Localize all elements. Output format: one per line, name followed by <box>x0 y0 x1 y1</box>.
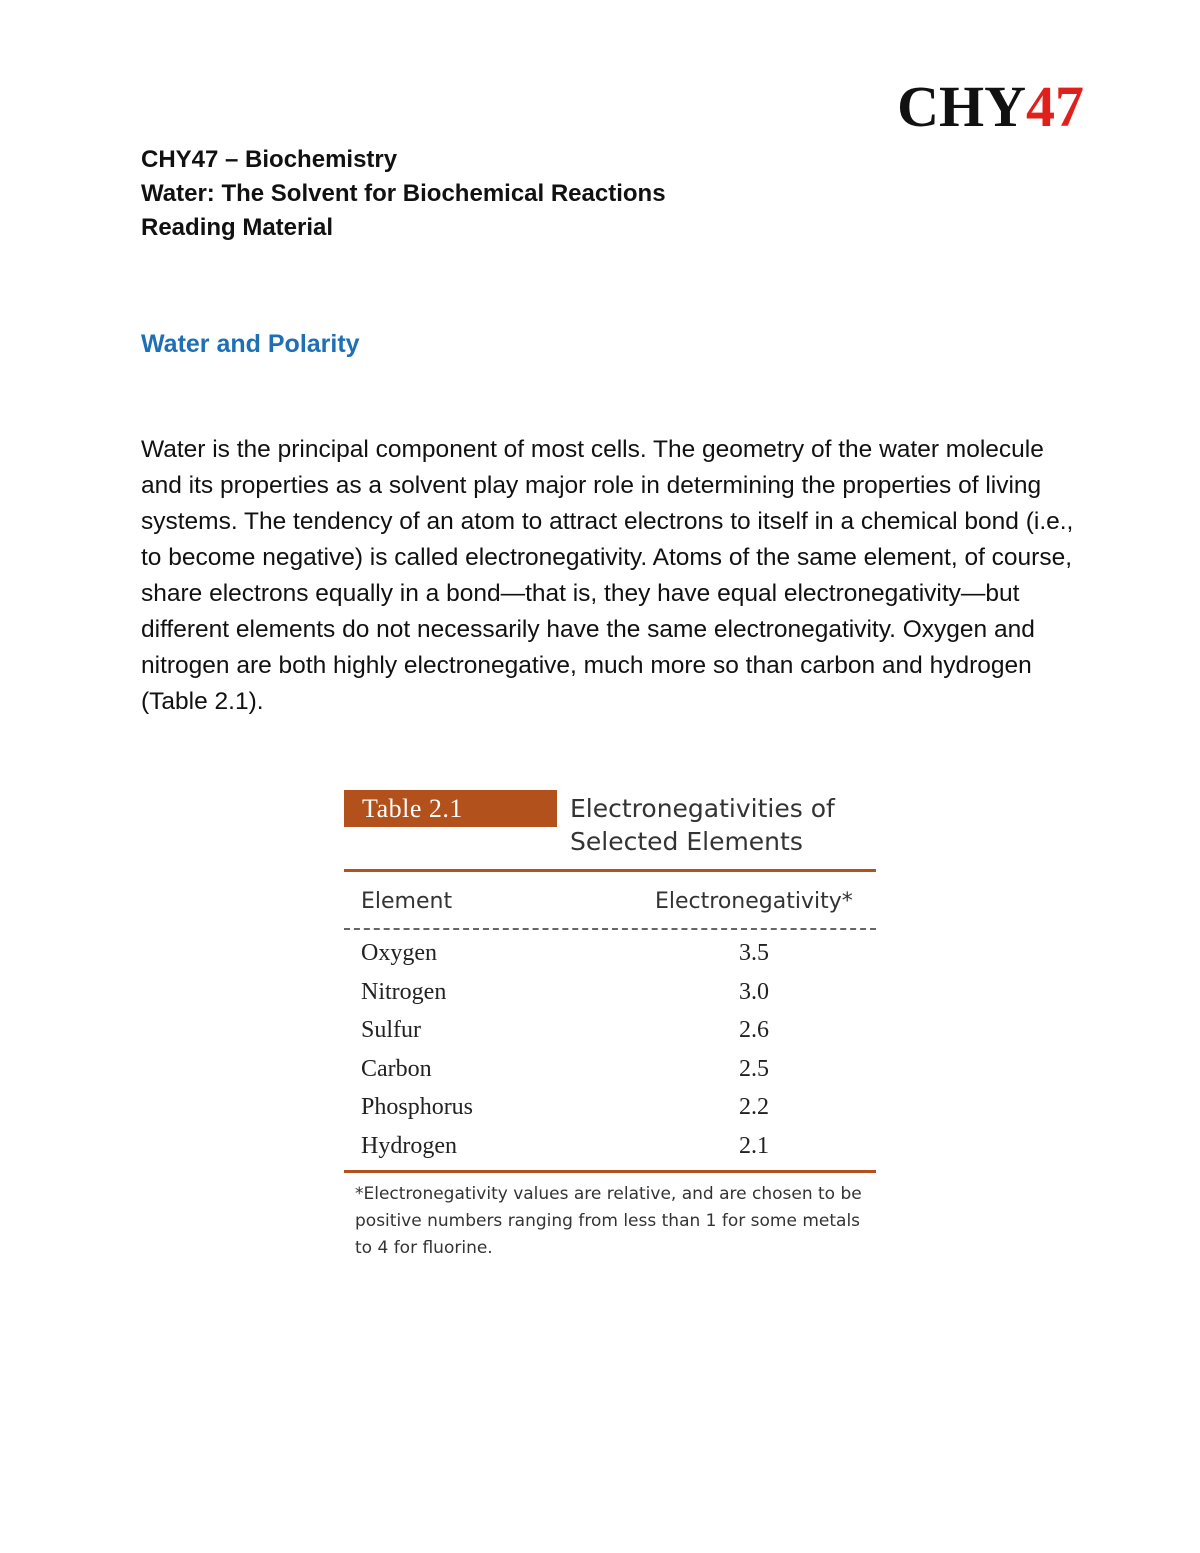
cell-element: Nitrogen <box>361 978 447 1005</box>
table-row <box>344 1054 876 1093</box>
course-title: CHY47 – Biochemistry <box>141 146 398 173</box>
cell-element: Phosphorus <box>361 1094 474 1120</box>
column-header-element: Element <box>361 889 453 914</box>
cell-element: Hydrogen <box>361 1132 457 1159</box>
table-caption-line-2: Selected Elements <box>570 827 803 856</box>
table-header-divider <box>344 928 876 930</box>
topic-title: Water: The Solvent for Biochemical Reactions <box>141 180 666 207</box>
table-footnote: *Electronegativity values are relative, and are chosen to be positive numbers ranging from less than 1 for some metals to 4 for fluorine. <box>355 1184 862 1258</box>
section-heading: Water and Polarity <box>141 330 360 358</box>
logo-prefix: CHY <box>897 74 1026 139</box>
table-bottom-rule <box>344 1170 876 1173</box>
cell-element: Sulfur <box>361 1017 421 1043</box>
table-row <box>344 1131 876 1170</box>
table-caption <box>570 792 870 858</box>
course-logo <box>897 74 1084 139</box>
cell-element: Carbon <box>361 1055 432 1082</box>
table-row <box>344 1015 876 1054</box>
column-header-electronegativity: Electronegativity* <box>655 889 853 914</box>
table-row <box>344 938 876 977</box>
table-top-rule <box>344 869 876 872</box>
cell-value: 2.1 <box>739 1132 769 1159</box>
material-type: Reading Material <box>141 214 334 241</box>
cell-element: Oxygen <box>361 940 437 966</box>
table-tag: Table 2.1 <box>344 790 557 827</box>
table-caption-line-1: Electronegativities of <box>570 794 835 823</box>
cell-value: 2.5 <box>739 1055 769 1082</box>
table-row <box>344 977 876 1016</box>
cell-value: 2.2 <box>739 1094 769 1120</box>
cell-value: 3.0 <box>739 978 769 1005</box>
table-body <box>344 938 876 1169</box>
logo-number: 47 <box>1026 74 1084 139</box>
document-header <box>141 143 666 245</box>
cell-value: 2.6 <box>739 1017 769 1043</box>
table-row <box>344 1092 876 1131</box>
cell-value: 3.5 <box>739 940 769 966</box>
body-paragraph: Water is the principal component of most cells. The geometry of the water molecule and its properties as a solvent play major role in determining the properties of living systems. The tendency of an atom to attract electrons to itself in a chemical bond (i.e., to become negative) is called electronegativity. Atoms of the same element, of course, share electrons equally in a bond—that is, they have equal electronegativity—but different elements do not necessarily have the same electronegativity. Oxygen and nitrogen are both highly electronegative, much more so than carbon and hydrogen (Table 2.1). <box>141 436 1074 715</box>
